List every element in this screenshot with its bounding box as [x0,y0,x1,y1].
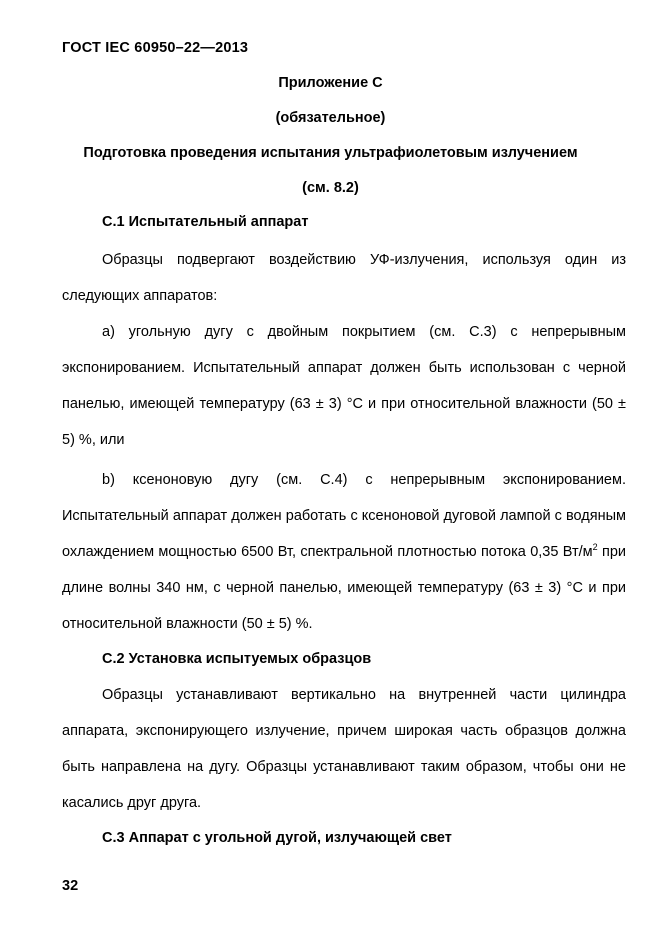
section-c2-paragraph-1: Образцы устанавливают вертикально на внутренней части цилиндра аппарата, экспонирующего излучение, причем широкая часть образцов должна быть направлена на дугу. Образцы устанавливают таким образом, чтобы они не касались друг друга. [62,687,626,811]
appendix-reference: (см. 8.2) [302,180,359,196]
section-c3-heading: C.3 Аппарат с угольной дугой, излучающей свет [102,830,452,846]
section-c2-heading: C.2 Установка испытуемых образцов [102,651,372,667]
superscript-2: 2 [592,542,598,553]
document-code: ГОСТ IEC 60950–22—2013 [62,40,249,56]
appendix-title: Приложение C [278,75,383,91]
paragraph-3-text-start: b) ксеноновую дугу (см. C.4) с непрерывным экспонированием. Испытательный аппарат должен работать с ксеноновой дуговой лампой с водяным охлаждением мощностью 6500 Вт, спектральной плотностью потока 0,35 Вт/м [62,472,626,560]
paragraph-3-text-end: при длине волны 340 нм, с черной панелью, имеющей температуру (63 ± 3) °С и при относительной влажности (50 ± 5) %. [62,544,627,632]
section-c1-paragraph-3 [62,462,626,642]
section-c1-paragraph-1: Образцы подвергают воздействию УФ-излучения, используя один из следующих аппаратов: [62,252,626,304]
appendix-status: (обязательное) [275,110,386,126]
appendix-subject: Подготовка проведения испытания ультрафиолетовым излучением [83,145,578,161]
section-c1-heading: C.1 Испытательный аппарат [102,214,309,230]
page-number: 32 [62,878,79,894]
section-c1-paragraph-2: а) угольную дугу с двойным покрытием (см. C.3) с непрерывным экспонированием. Испытательный аппарат должен быть использован с черной панелью, имеющей температуру (63 ± 3) °С и при относительной влажности (50 ± 5) %, или [62,324,626,448]
